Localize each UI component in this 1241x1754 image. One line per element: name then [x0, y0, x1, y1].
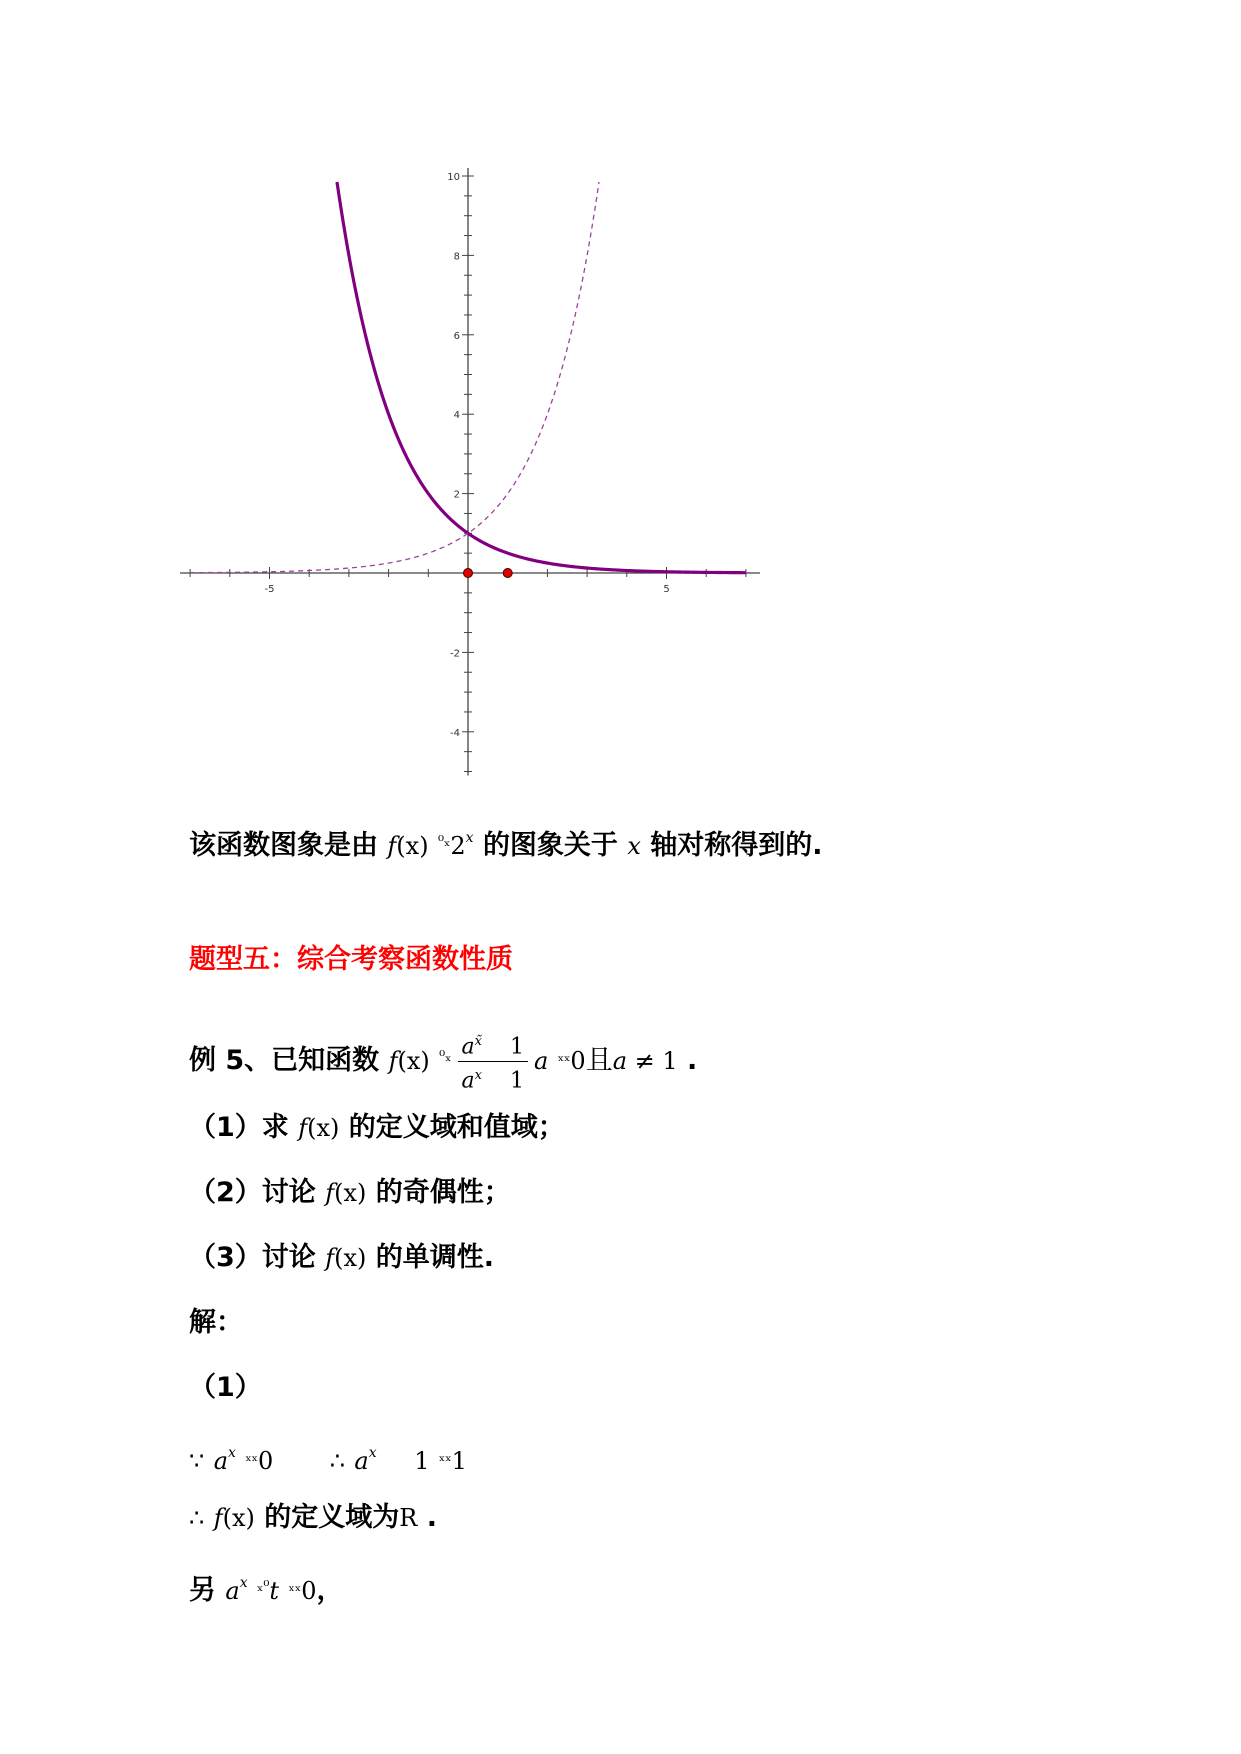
- section-heading: 题型五：综合考察函数性质: [189, 944, 513, 975]
- axes: [180, 168, 760, 776]
- fraction: $\frac{a^{x̃} 1}{a^x 1}$: [458, 1028, 528, 1096]
- function-graph: [180, 160, 760, 790]
- dashed-curve-2^x: [190, 182, 599, 573]
- y-tick-label: 10: [447, 172, 460, 183]
- y-tick-label: 6: [453, 330, 460, 342]
- y-tick-label: -4: [450, 727, 460, 739]
- y-tick-label: 4: [453, 410, 460, 422]
- y-tick-label: 8: [453, 251, 460, 263]
- solid-curve-2^-x: [337, 182, 746, 573]
- part-1-label: （1）: [189, 1372, 262, 1403]
- step-2: ∴ f(x) 的定义域为R .: [189, 1502, 437, 1533]
- y-tick-label: -2: [450, 648, 460, 660]
- graph-description: 该函数图象是由 f(x) $^{^0_x}$2$^x$ 的图象关于 x 轴对称得到的.: [189, 830, 823, 861]
- red-point: [503, 569, 512, 578]
- red-point: [464, 569, 473, 578]
- x-tick-label: -5: [264, 584, 275, 595]
- step-1: ∵ $a^x$ $^{_{xx}}$0 ∴ $a^x$ 1 $^{_{xx}}$1: [189, 1445, 467, 1475]
- x-tick-label: 5: [663, 584, 670, 595]
- solution-label: 解：: [189, 1307, 243, 1338]
- question-2: （2）讨论 f(x) 的奇偶性；: [189, 1177, 511, 1208]
- step-3: 另 $a^x$ $^{_x^0}$t $^{_{xx}}$0，: [189, 1575, 344, 1606]
- example-5: 例 5、已知函数 f(x) $^{^0_x}$ $\frac{a^{x̃} 1}{a^x 1}$ a $^{_{xx}}$0且a ≠ 1 .: [189, 1018, 697, 1094]
- question-3: （3）讨论 f(x) 的单调性.: [189, 1242, 495, 1273]
- question-1: （1）求 f(x) 的定义域和值域；: [189, 1112, 565, 1143]
- y-tick-label: 2: [453, 489, 460, 501]
